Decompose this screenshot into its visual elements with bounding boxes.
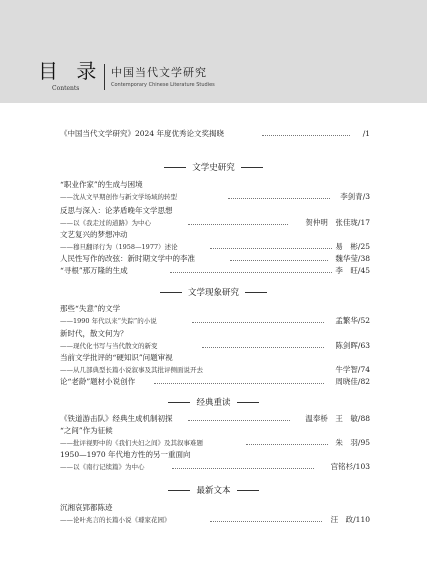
- entry-subtitle: ——现代化书写与当代散文的新变: [60, 342, 158, 350]
- entry-author: 朱 羽: [335, 438, 358, 447]
- toc-entry[interactable]: [60, 303, 370, 315]
- entry-title: 1950—1970 年代地方性的另一重面向: [60, 450, 191, 459]
- entry-page: /17: [357, 218, 370, 227]
- notice-page: /1: [362, 129, 370, 138]
- toc-subtitle: Contents: [52, 85, 80, 92]
- section-heading: 经典重读: [0, 397, 427, 409]
- entry-subtitle: ——沈从文早期创作与新文学场域的转型: [60, 193, 177, 201]
- leader-dots: [172, 468, 314, 469]
- leader-dots: [228, 198, 330, 199]
- entry-title: 文艺复兴的梦想冲动: [60, 230, 128, 239]
- entry-subtitle: ——以《南行记续篇》为中心: [60, 463, 145, 471]
- entry-author: 贺仲明 张佳珑: [305, 218, 358, 227]
- leader-dots: [154, 383, 324, 384]
- entry-page: /110: [353, 515, 370, 524]
- toc-entry[interactable]: [60, 340, 370, 352]
- toc-entry[interactable]: [60, 437, 370, 449]
- entry-page: /45: [357, 266, 370, 275]
- toc-entry[interactable]: [60, 253, 370, 265]
- toc-entry[interactable]: [60, 191, 370, 203]
- toc-entry[interactable]: [60, 217, 370, 229]
- entry-title: 新时代，散文何为？: [60, 329, 128, 338]
- journal-logo: 中国当代文学研究: [111, 66, 207, 79]
- entry-page: /82: [357, 377, 370, 386]
- entry-subtitle: ——论叶兆言的长篇小说《璩家花园》: [60, 516, 171, 524]
- toc-entry[interactable]: [60, 514, 370, 526]
- toc-entry[interactable]: [60, 425, 370, 437]
- leader-dots: [246, 444, 328, 445]
- entry-author: 宫铭杉: [330, 462, 354, 471]
- entry-page: /25: [357, 242, 370, 251]
- entry-author: 魏华莹: [335, 254, 358, 263]
- entry-title: “职业作家”的生成与困境: [60, 180, 143, 189]
- leader-dots: [188, 224, 288, 225]
- leader-dots: [262, 135, 350, 136]
- entry-author: 陈剑晖: [335, 341, 358, 350]
- journal-logo-en: Contemporary Chinese Literature Studies: [111, 82, 215, 88]
- entry-page: /38: [357, 254, 370, 263]
- entry-title: 当前文学批评的“硬知识”问题审视: [60, 353, 173, 362]
- entry-page: /103: [353, 462, 370, 471]
- entry-title: 反思与深入：论茅盾晚年文学思想: [60, 206, 173, 215]
- entry-page: /74: [357, 365, 370, 374]
- toc-entry[interactable]: [60, 413, 370, 425]
- entry-title: “之间”作为征候: [60, 426, 113, 435]
- toc-entry[interactable]: [60, 265, 370, 277]
- entry-page: /3: [362, 192, 370, 201]
- leader-dots: [192, 322, 324, 323]
- toc-entry[interactable]: [60, 449, 370, 461]
- toc-title: 目 录: [38, 59, 103, 83]
- notice-title: 《中国当代文学研究》2024 年度优秀论文奖揭晓: [60, 129, 224, 138]
- toc-entry[interactable]: [60, 376, 370, 388]
- leader-dots: [202, 347, 324, 348]
- entry-author: 周晓佳: [335, 377, 358, 386]
- entry-page: /63: [357, 341, 370, 350]
- entry-subtitle: ——穆旦翻译行为（1958—1977）述论: [60, 243, 178, 251]
- toc-entry[interactable]: [60, 328, 370, 340]
- toc-entry[interactable]: [60, 205, 370, 217]
- toc-entry[interactable]: [60, 315, 370, 327]
- header-band: [0, 0, 427, 103]
- entry-author: 牛学智: [335, 365, 358, 374]
- entry-author: 易 彬: [335, 242, 358, 251]
- leader-dots: [230, 260, 328, 261]
- entry-page: /52: [357, 316, 370, 325]
- entry-title: 那些“失意”的文学: [60, 304, 121, 313]
- section-heading: 最新文本: [0, 485, 427, 497]
- entry-page: /88: [357, 414, 370, 423]
- entry-subtitle: ——以《我走过的道路》为中心: [60, 219, 151, 227]
- toc-entry[interactable]: [60, 364, 370, 376]
- entry-title: 论“老龄”题材小说创作: [60, 377, 136, 386]
- entry-subtitle: ——1990 年代以来“失踪”的小说: [60, 317, 157, 325]
- entry-title: 人民性写作的改弦：新时期文学中的李准: [60, 254, 195, 263]
- entry-author: 李 旺: [335, 266, 358, 275]
- leader-dots: [210, 248, 332, 249]
- toc-entry[interactable]: [60, 229, 370, 241]
- entry-author: 温奉桥 王 敏: [305, 414, 358, 423]
- toc-entry[interactable]: [60, 179, 370, 191]
- toc-entry[interactable]: [60, 461, 370, 473]
- entry-subtitle: ——从几部典型长篇小说叙事及其批评侧面说开去: [60, 366, 203, 374]
- toc-entry[interactable]: [60, 241, 370, 253]
- entry-title: 《铁道游击队》经典生成机制初探: [60, 414, 173, 423]
- toc-entry[interactable]: [60, 502, 370, 514]
- entry-title: 沉湘哀郢都陈迹: [60, 503, 113, 512]
- entry-author: 孟繁华: [335, 316, 358, 325]
- leader-dots: [170, 272, 332, 273]
- toc-notice[interactable]: [60, 128, 370, 140]
- section-heading: 文学现象研究: [0, 287, 427, 299]
- entry-author: 汪 政: [330, 515, 354, 524]
- entry-title: “寻根”那万隆的生成: [60, 266, 128, 275]
- header-divider: [104, 64, 105, 90]
- section-heading: 文学史研究: [0, 162, 427, 174]
- toc-entry[interactable]: [60, 352, 370, 364]
- entry-author: 李剑青: [340, 192, 363, 201]
- entry-page: /95: [357, 438, 370, 447]
- entry-subtitle: ——批评视野中的《我们夫妇之间》及其叙事难题: [60, 439, 203, 447]
- leader-dots: [188, 420, 290, 421]
- leader-dots: [210, 521, 322, 522]
